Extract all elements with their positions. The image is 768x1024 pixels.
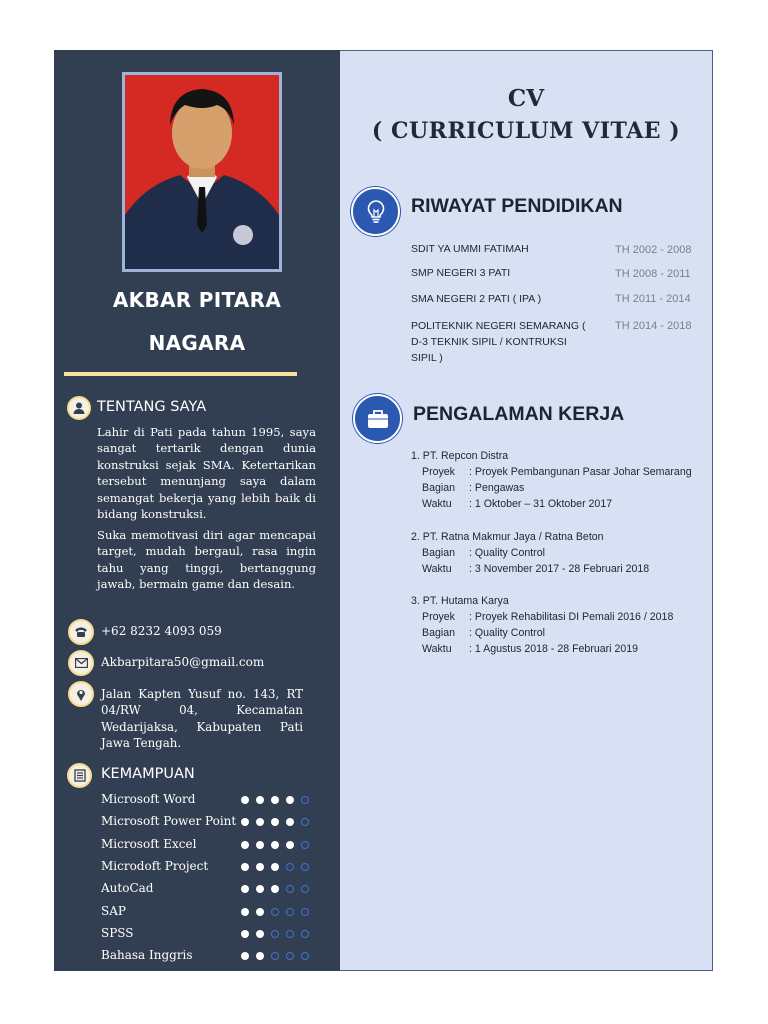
about-paragraph-2: Suka memotivasi diri agar mencapai target, mudah bergaul, rasa ingin tahu yang tinggi, bertanggung jawab, bermain game dan desain. xyxy=(97,528,316,592)
skill-dot-empty xyxy=(301,863,309,871)
skill-dot-filled xyxy=(256,863,264,871)
about-title: TENTANG SAYA xyxy=(97,399,207,415)
job-project-label: Proyek xyxy=(422,466,455,478)
job-project xyxy=(411,464,692,480)
user-icon xyxy=(67,396,91,420)
main-panel xyxy=(340,50,713,971)
name-line-1: AKBAR PITARA xyxy=(112,288,282,312)
skill-name: SAP xyxy=(101,903,126,918)
lightbulb-icon xyxy=(351,187,400,236)
skill-dot-filled xyxy=(271,796,279,804)
skill-level xyxy=(241,952,316,960)
skill-row xyxy=(101,837,311,853)
skill-dot-empty xyxy=(301,908,309,916)
about-paragraph-1: Lahir di Pati pada tahun 1995, saya sangat tertarik dengan dunia konstruksi sejak SMA. Ketertarikan tersebut menunjang saya dalam semangat bekerja yang lebih baik di bidang konstruksi. xyxy=(97,425,316,522)
skill-dot-empty xyxy=(301,841,309,849)
skill-dot-empty xyxy=(286,863,294,871)
phone-icon xyxy=(68,619,94,645)
skill-row xyxy=(101,926,311,942)
job-time-value: : 1 Agustus 2018 - 28 Februari 2019 xyxy=(469,643,639,655)
job-role-value: : Quality Control xyxy=(469,627,545,639)
skill-name: Microsoft Power Point xyxy=(101,814,237,829)
cv-title: CV xyxy=(507,85,545,112)
education-years: TH 2014 - 2018 xyxy=(615,320,692,332)
skill-dot-filled xyxy=(256,908,264,916)
job-role-label: Bagian xyxy=(422,547,455,559)
education-years: TH 2002 - 2008 xyxy=(615,244,692,256)
education-school: SMP NEGERI 3 PATI xyxy=(411,267,511,279)
job-entry xyxy=(411,529,649,577)
job-time xyxy=(411,641,673,657)
skill-level xyxy=(241,930,316,938)
skill-dot-filled xyxy=(256,841,264,849)
job-role-value: : Pengawas xyxy=(469,482,525,494)
job-role-label: Bagian xyxy=(422,627,455,639)
education-title: RIWAYAT PENDIDIKAN xyxy=(411,195,623,217)
job-project xyxy=(411,609,673,625)
email-icon xyxy=(68,650,94,676)
skill-dot-empty xyxy=(301,818,309,826)
skill-dot-empty xyxy=(271,908,279,916)
skill-dot-empty xyxy=(301,930,309,938)
skill-dot-filled xyxy=(256,796,264,804)
skill-dot-filled xyxy=(241,952,249,960)
skill-row xyxy=(101,948,311,964)
skill-name: SPSS xyxy=(101,925,134,940)
job-entry xyxy=(411,593,673,657)
name-line-2: NAGARA xyxy=(148,331,246,355)
skill-name: AutoCad xyxy=(101,881,154,896)
job-role xyxy=(411,545,649,561)
skill-name: Microsoft Excel xyxy=(101,836,197,851)
skill-dot-filled xyxy=(241,818,249,826)
sidebar xyxy=(54,50,340,971)
skill-dot-empty xyxy=(286,885,294,893)
skill-level xyxy=(241,908,316,916)
skill-dot-filled xyxy=(286,841,294,849)
address: Jalan Kapten Yusuf no. 143, RT 04/RW 04, Kecamatan Wedarijaksa, Kabupaten Pati Jawa Tengah. xyxy=(101,687,303,751)
skill-dot-empty xyxy=(301,796,309,804)
job-company: 2. PT. Ratna Makmur Jaya / Ratna Beton xyxy=(411,531,604,543)
job-time-label: Waktu xyxy=(422,563,452,575)
skill-dot-filled xyxy=(256,930,264,938)
skill-dot-filled xyxy=(271,818,279,826)
phone-number[interactable]: +62 8232 4093 059 xyxy=(101,624,222,638)
experience-title: PENGALAMAN KERJA xyxy=(413,403,625,425)
skill-dot-filled xyxy=(241,863,249,871)
job-project-value: : Proyek Pembangunan Pasar Johar Semarang xyxy=(469,466,692,478)
job-role xyxy=(411,480,692,496)
skill-dot-filled xyxy=(271,863,279,871)
skill-level xyxy=(241,885,316,893)
skill-name: Microdoft Project xyxy=(101,858,209,873)
skill-dot-filled xyxy=(286,796,294,804)
skill-level xyxy=(241,863,316,871)
skill-dot-empty xyxy=(286,930,294,938)
job-project-value: : Proyek Rehabilitasi DI Pemali 2016 / 2018 xyxy=(469,611,674,623)
skill-name: Bahasa Inggris xyxy=(101,948,193,963)
job-company: 1. PT. Repcon Distra xyxy=(411,450,509,462)
education-years: TH 2008 - 2011 xyxy=(615,268,691,280)
skill-row xyxy=(101,859,311,875)
skill-row xyxy=(101,814,311,830)
skill-name: Microsoft Word xyxy=(101,792,196,806)
skill-dot-empty xyxy=(271,930,279,938)
skill-dot-filled xyxy=(256,952,264,960)
job-time-value: : 1 Oktober – 31 Oktober 2017 xyxy=(469,498,613,510)
briefcase-icon xyxy=(353,394,402,443)
skill-dot-empty xyxy=(286,908,294,916)
skill-dot-empty xyxy=(301,952,309,960)
job-time-value: : 3 November 2017 - 28 Februari 2018 xyxy=(469,563,650,575)
job-time xyxy=(411,561,649,577)
skill-dot-filled xyxy=(271,885,279,893)
skill-dot-filled xyxy=(241,841,249,849)
education-school: SMA NEGERI 2 PATI ( IPA ) xyxy=(411,293,542,305)
job-time xyxy=(411,496,692,512)
profile-photo xyxy=(122,72,282,272)
skill-dot-filled xyxy=(241,908,249,916)
education-school: SDIT YA UMMI FATIMAH xyxy=(411,243,529,255)
skill-dot-filled xyxy=(256,885,264,893)
job-role xyxy=(411,625,673,641)
skills-title: KEMAMPUAN xyxy=(101,766,195,782)
skill-dot-filled xyxy=(241,930,249,938)
email-address[interactable]: Akbarpitara50@gmail.com xyxy=(101,655,265,669)
job-role-label: Bagian xyxy=(422,482,455,494)
list-icon xyxy=(67,763,92,788)
job-role-value: : Quality Control xyxy=(469,547,545,559)
cv-subtitle: ( CURRICULUM VITAE ) xyxy=(371,118,681,144)
job-time-label: Waktu xyxy=(422,498,452,510)
skill-dot-filled xyxy=(241,885,249,893)
location-icon xyxy=(68,681,94,707)
skill-row xyxy=(101,881,311,897)
job-project-label: Proyek xyxy=(422,611,455,623)
skill-row xyxy=(101,904,311,920)
education-school: POLITEKNIK NEGERI SEMARANG ( D-3 TEKNIK SIPIL / KONTRUKSI SIPIL ) xyxy=(411,320,586,364)
skill-row xyxy=(101,792,311,808)
skill-dot-filled xyxy=(241,796,249,804)
skill-dot-filled xyxy=(271,841,279,849)
education-years: TH 2011 - 2014 xyxy=(615,293,691,305)
skill-dot-empty xyxy=(301,885,309,893)
skill-dot-empty xyxy=(271,952,279,960)
skill-level xyxy=(241,818,316,826)
divider xyxy=(64,372,297,376)
skill-dot-empty xyxy=(286,952,294,960)
skill-dot-filled xyxy=(286,818,294,826)
job-entry xyxy=(411,448,692,512)
skill-dot-filled xyxy=(256,818,264,826)
job-company: 3. PT. Hutama Karya xyxy=(411,595,509,607)
job-time-label: Waktu xyxy=(422,643,452,655)
skill-level xyxy=(241,841,316,849)
skill-level xyxy=(241,796,316,804)
